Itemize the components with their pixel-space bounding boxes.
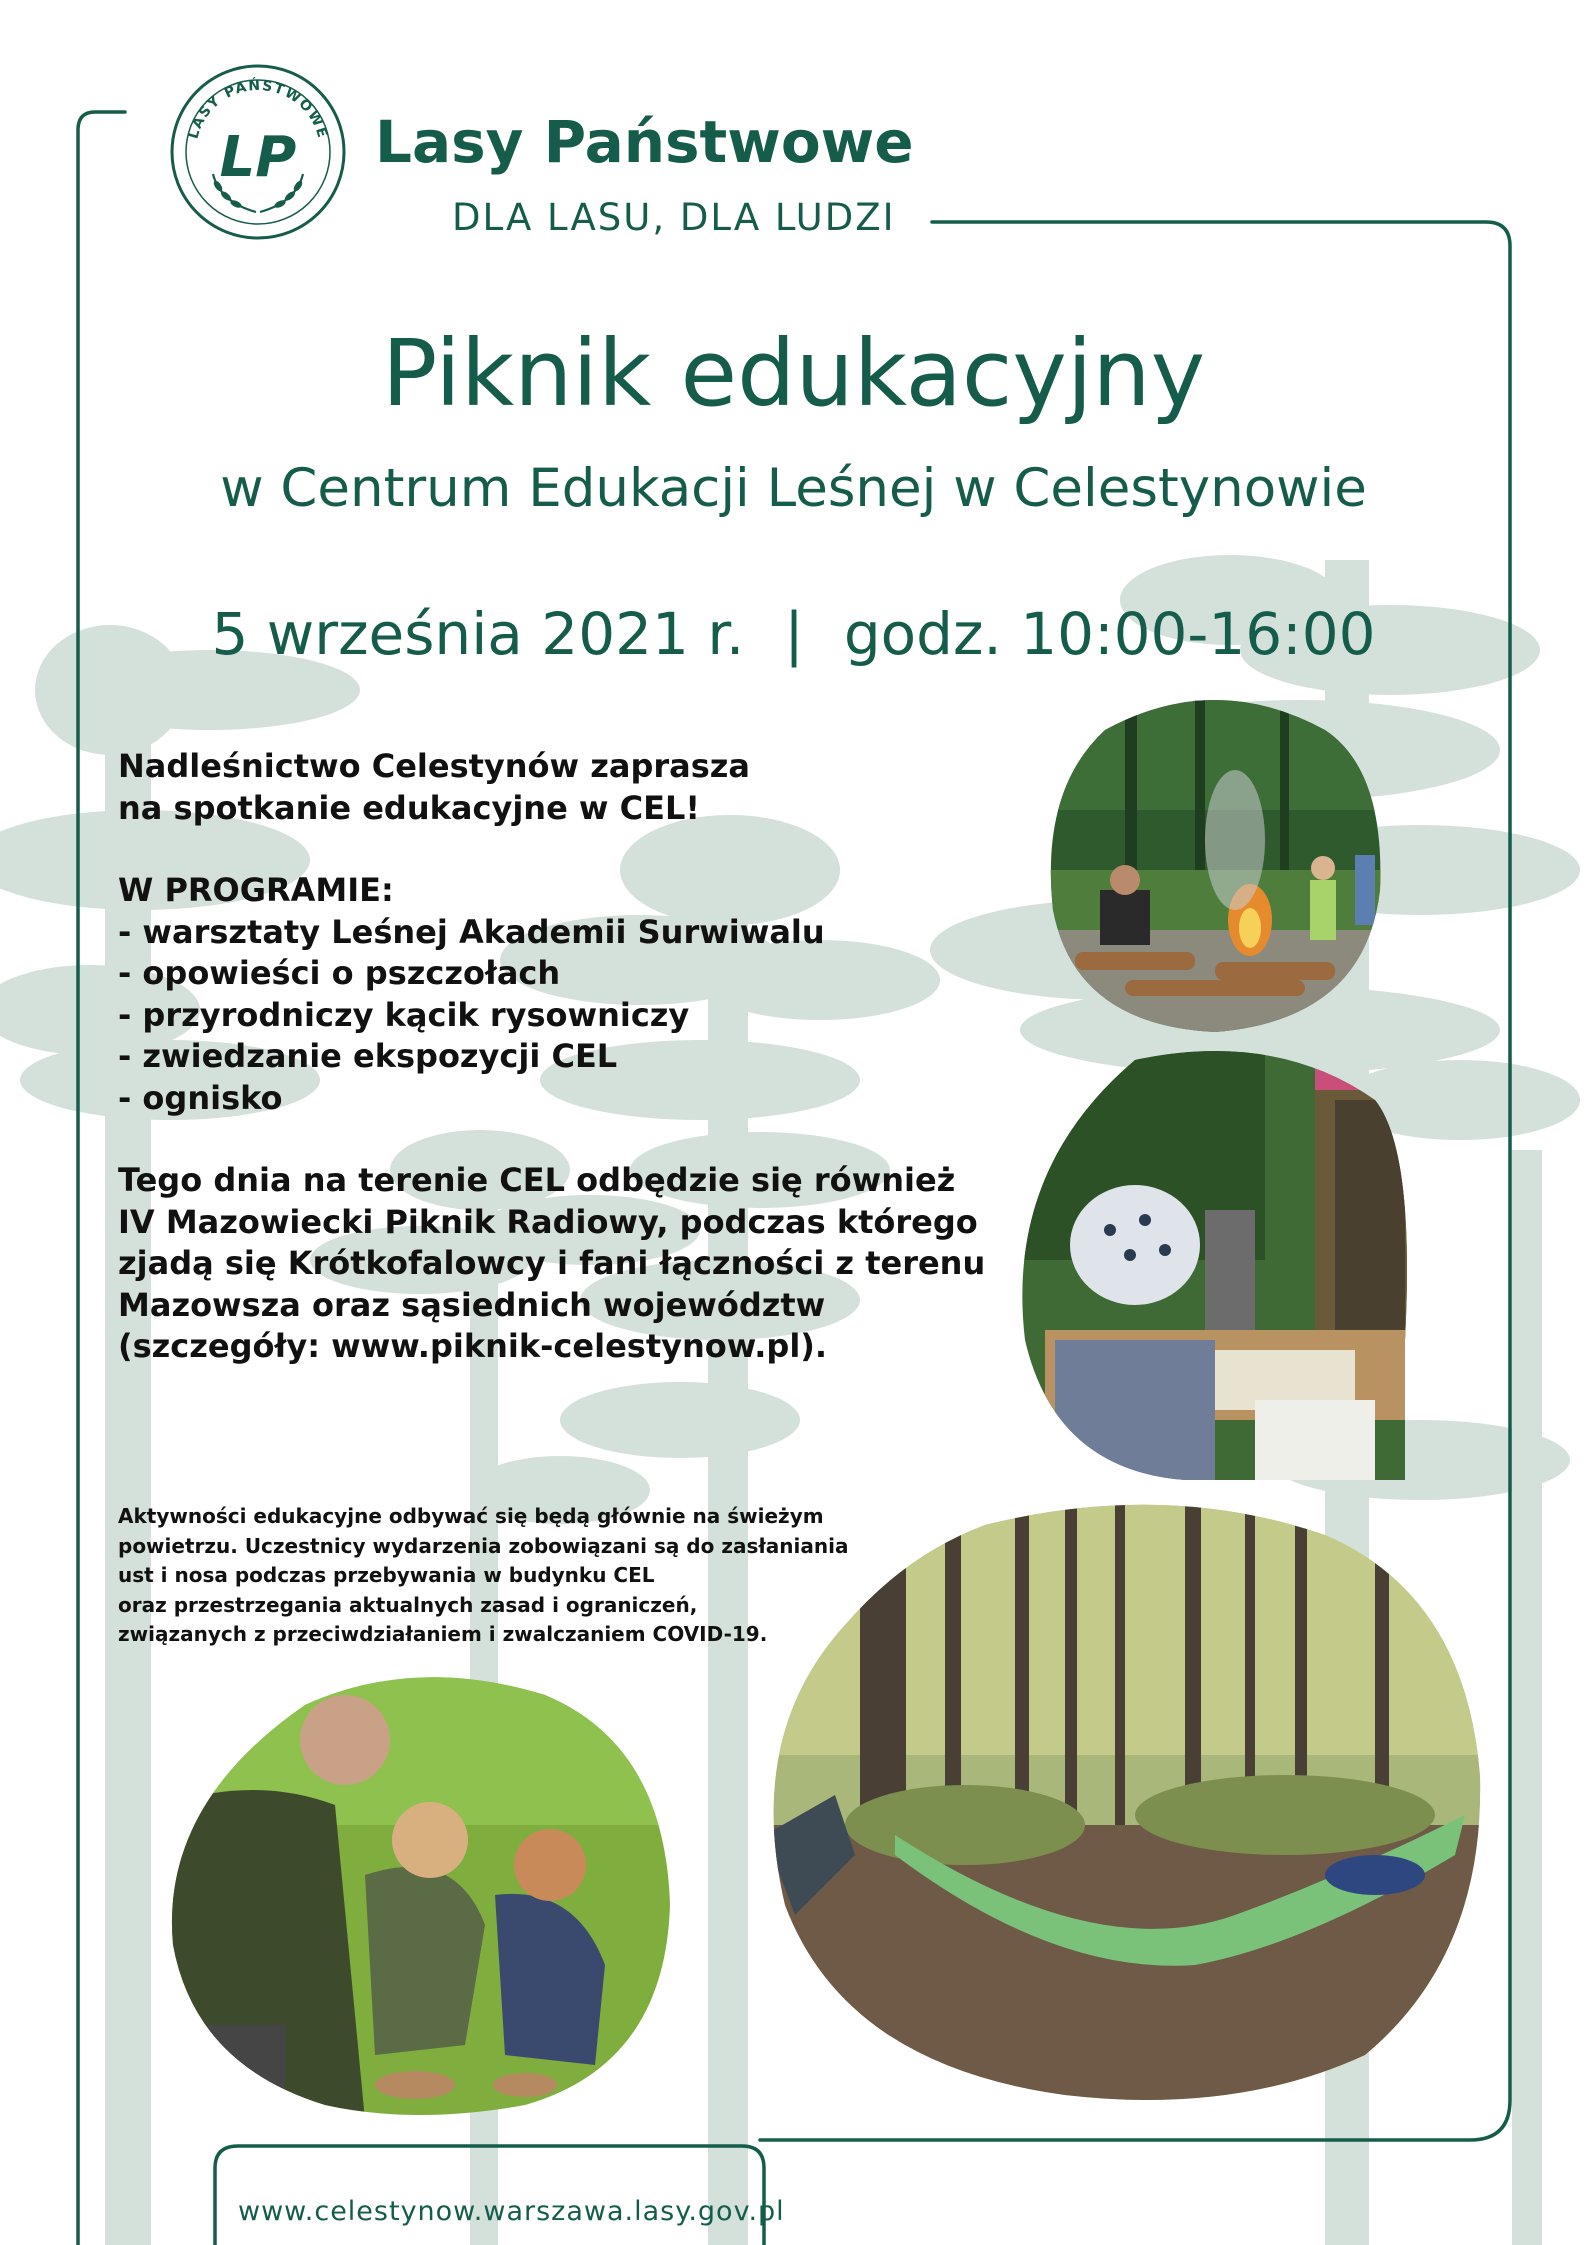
logo-ring-text: LASY PAŃSTWOWE <box>185 77 331 141</box>
intro-line-1: Nadleśnictwo Celestynów zaprasza <box>118 747 750 785</box>
main-description <box>118 746 1038 1368</box>
photo-children-workshop <box>165 1665 675 2120</box>
intro-line-2: na spotkanie edukacyjne w CEL! <box>118 788 700 827</box>
notice-line: oraz przestrzegania aktualnych zasad i ograniczeń, <box>118 1592 698 1617</box>
photo-hammock-forest <box>765 1495 1485 2105</box>
notice-line: Aktywności edukacyjne odbywać się będą głównie na świeżym <box>118 1504 824 1528</box>
date-separator: | <box>784 600 804 668</box>
brand-tagline: DLA LASU, DLA LUDZI <box>452 196 896 239</box>
brand-name: Lasy Państwowe <box>375 108 914 176</box>
logo-monogram: LP <box>219 125 297 190</box>
photo-beekeeping <box>1015 1040 1410 1480</box>
event-date: 5 września 2021 r. <box>211 600 745 668</box>
program-heading: W PROGRAMIE: <box>118 871 394 909</box>
radio-line: (szczegóły: www.piknik-celestynow.pl). <box>118 1327 828 1365</box>
photo-campfire <box>1045 690 1385 1035</box>
radio-line: Tego dnia na terenie CEL odbędzie się również <box>118 1161 956 1199</box>
program-item: - ognisko <box>118 1078 283 1117</box>
program-item: - zwiedzanie ekspozycji CEL <box>118 1037 618 1075</box>
event-title: Piknik edukacyjny <box>381 320 1206 427</box>
event-subtitle: w Centrum Edukacji Leśnej w Celestynowie <box>220 458 1367 519</box>
footer-website-link[interactable]: www.celestynow.warszawa.lasy.gov.pl <box>238 2196 785 2227</box>
event-date-time <box>0 600 1587 668</box>
notice-line: powietrzu. Uczestnicy wydarzenia zobowiązani są do zasłaniania <box>118 1533 849 1558</box>
program-item: - przyrodniczy kącik rysowniczy <box>118 995 690 1034</box>
notice-line: ust i nosa podczas przebywania w budynku CEL <box>118 1563 655 1587</box>
program-item: - opowieści o pszczołach <box>118 954 561 992</box>
radio-line: Mazowsza oraz sąsiednich województw <box>118 1285 826 1324</box>
radio-line: IV Mazowiecki Piknik Radiowy, podczas którego <box>118 1202 978 1241</box>
radio-line: zjadą się Krótkofalowcy i fani łączności z terenu <box>118 1244 986 1282</box>
notice-line: związanych z przeciwdziałaniem i zwalczaniem COVID-19. <box>118 1622 768 1646</box>
lasy-panstwowe-logo <box>168 62 348 242</box>
program-item: - warsztaty Leśnej Akademii Surwiwalu <box>118 912 825 951</box>
program-list <box>118 912 1038 1120</box>
event-time: godz. 10:00-16:00 <box>843 600 1376 668</box>
